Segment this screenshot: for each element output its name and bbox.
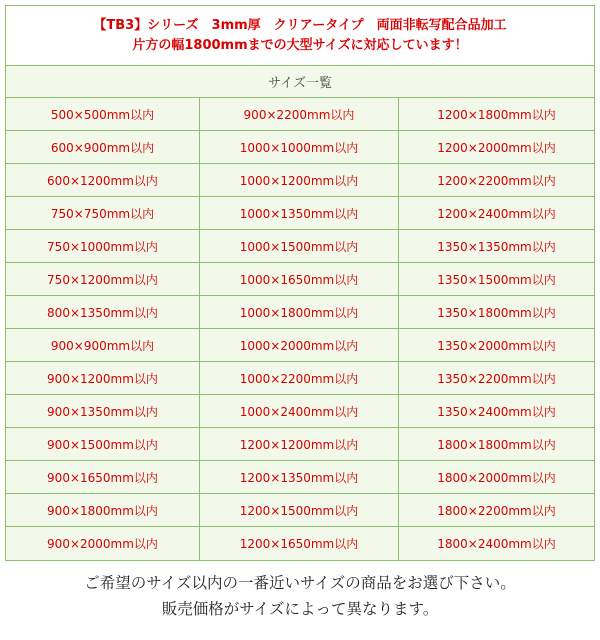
size-cell: 1000×2000mm以内 [200, 329, 399, 362]
size-cell: 900×1650mm以内 [6, 461, 200, 494]
size-cell: 900×2000mm以内 [6, 527, 200, 560]
footer-note-price: 販売価格がサイズによって異なります。 [161, 600, 439, 618]
size-cell: 900×900mm以内 [6, 329, 200, 362]
footer-note-select: ご希望のサイズ以内の一番近いサイズの商品をお選び下さい。 [84, 574, 516, 592]
size-cell: 900×1800mm以内 [6, 494, 200, 527]
size-cell: 1200×1500mm以内 [200, 494, 399, 527]
size-cell: 1200×1350mm以内 [200, 461, 399, 494]
size-grid [6, 98, 594, 560]
size-cell: 750×750mm以内 [6, 197, 200, 230]
size-cell: 900×1350mm以内 [6, 395, 200, 428]
size-cell: 1200×2200mm以内 [399, 164, 594, 197]
size-cell: 1350×2000mm以内 [399, 329, 594, 362]
size-cell: 1000×1200mm以内 [200, 164, 399, 197]
size-cell: 1200×2400mm以内 [399, 197, 594, 230]
size-cell: 1350×1500mm以内 [399, 263, 594, 296]
size-cell: 1000×1500mm以内 [200, 230, 399, 263]
header-series-title: 【TB3】シリーズ 3mm厚 クリアータイプ 両面非転写配合品加工 [93, 17, 507, 33]
size-cell: 1200×1200mm以内 [200, 428, 399, 461]
size-cell: 1000×1000mm以内 [200, 131, 399, 164]
size-cell: 1350×1800mm以内 [399, 296, 594, 329]
size-cell: 1800×2200mm以内 [399, 494, 594, 527]
product-header [6, 6, 594, 66]
size-cell: 600×1200mm以内 [6, 164, 200, 197]
size-cell: 1350×2400mm以内 [399, 395, 594, 428]
size-cell: 1200×1650mm以内 [200, 527, 399, 560]
size-list-title: サイズ一覧 [6, 66, 594, 98]
size-cell: 1800×2000mm以内 [399, 461, 594, 494]
size-cell: 1800×1800mm以内 [399, 428, 594, 461]
size-cell: 600×900mm以内 [6, 131, 200, 164]
size-cell: 1000×1800mm以内 [200, 296, 399, 329]
size-cell: 1200×1800mm以内 [399, 98, 594, 131]
footer-notes [0, 570, 600, 622]
size-cell: 750×1000mm以内 [6, 230, 200, 263]
size-cell: 900×1200mm以内 [6, 362, 200, 395]
size-cell: 800×1350mm以内 [6, 296, 200, 329]
size-cell: 1000×2400mm以内 [200, 395, 399, 428]
size-cell: 900×1500mm以内 [6, 428, 200, 461]
size-cell: 1350×1350mm以内 [399, 230, 594, 263]
header-size-note: 片方の幅1800mmまでの大型サイズに対応しています！ [132, 37, 468, 53]
size-cell: 1200×2000mm以内 [399, 131, 594, 164]
size-cell: 900×2200mm以内 [200, 98, 399, 131]
size-cell: 750×1200mm以内 [6, 263, 200, 296]
size-cell: 1350×2200mm以内 [399, 362, 594, 395]
size-cell: 1000×1650mm以内 [200, 263, 399, 296]
size-cell: 1000×2200mm以内 [200, 362, 399, 395]
size-cell: 500×500mm以内 [6, 98, 200, 131]
size-cell: 1800×2400mm以内 [399, 527, 594, 560]
size-cell: 1000×1350mm以内 [200, 197, 399, 230]
size-table-frame [5, 5, 595, 561]
